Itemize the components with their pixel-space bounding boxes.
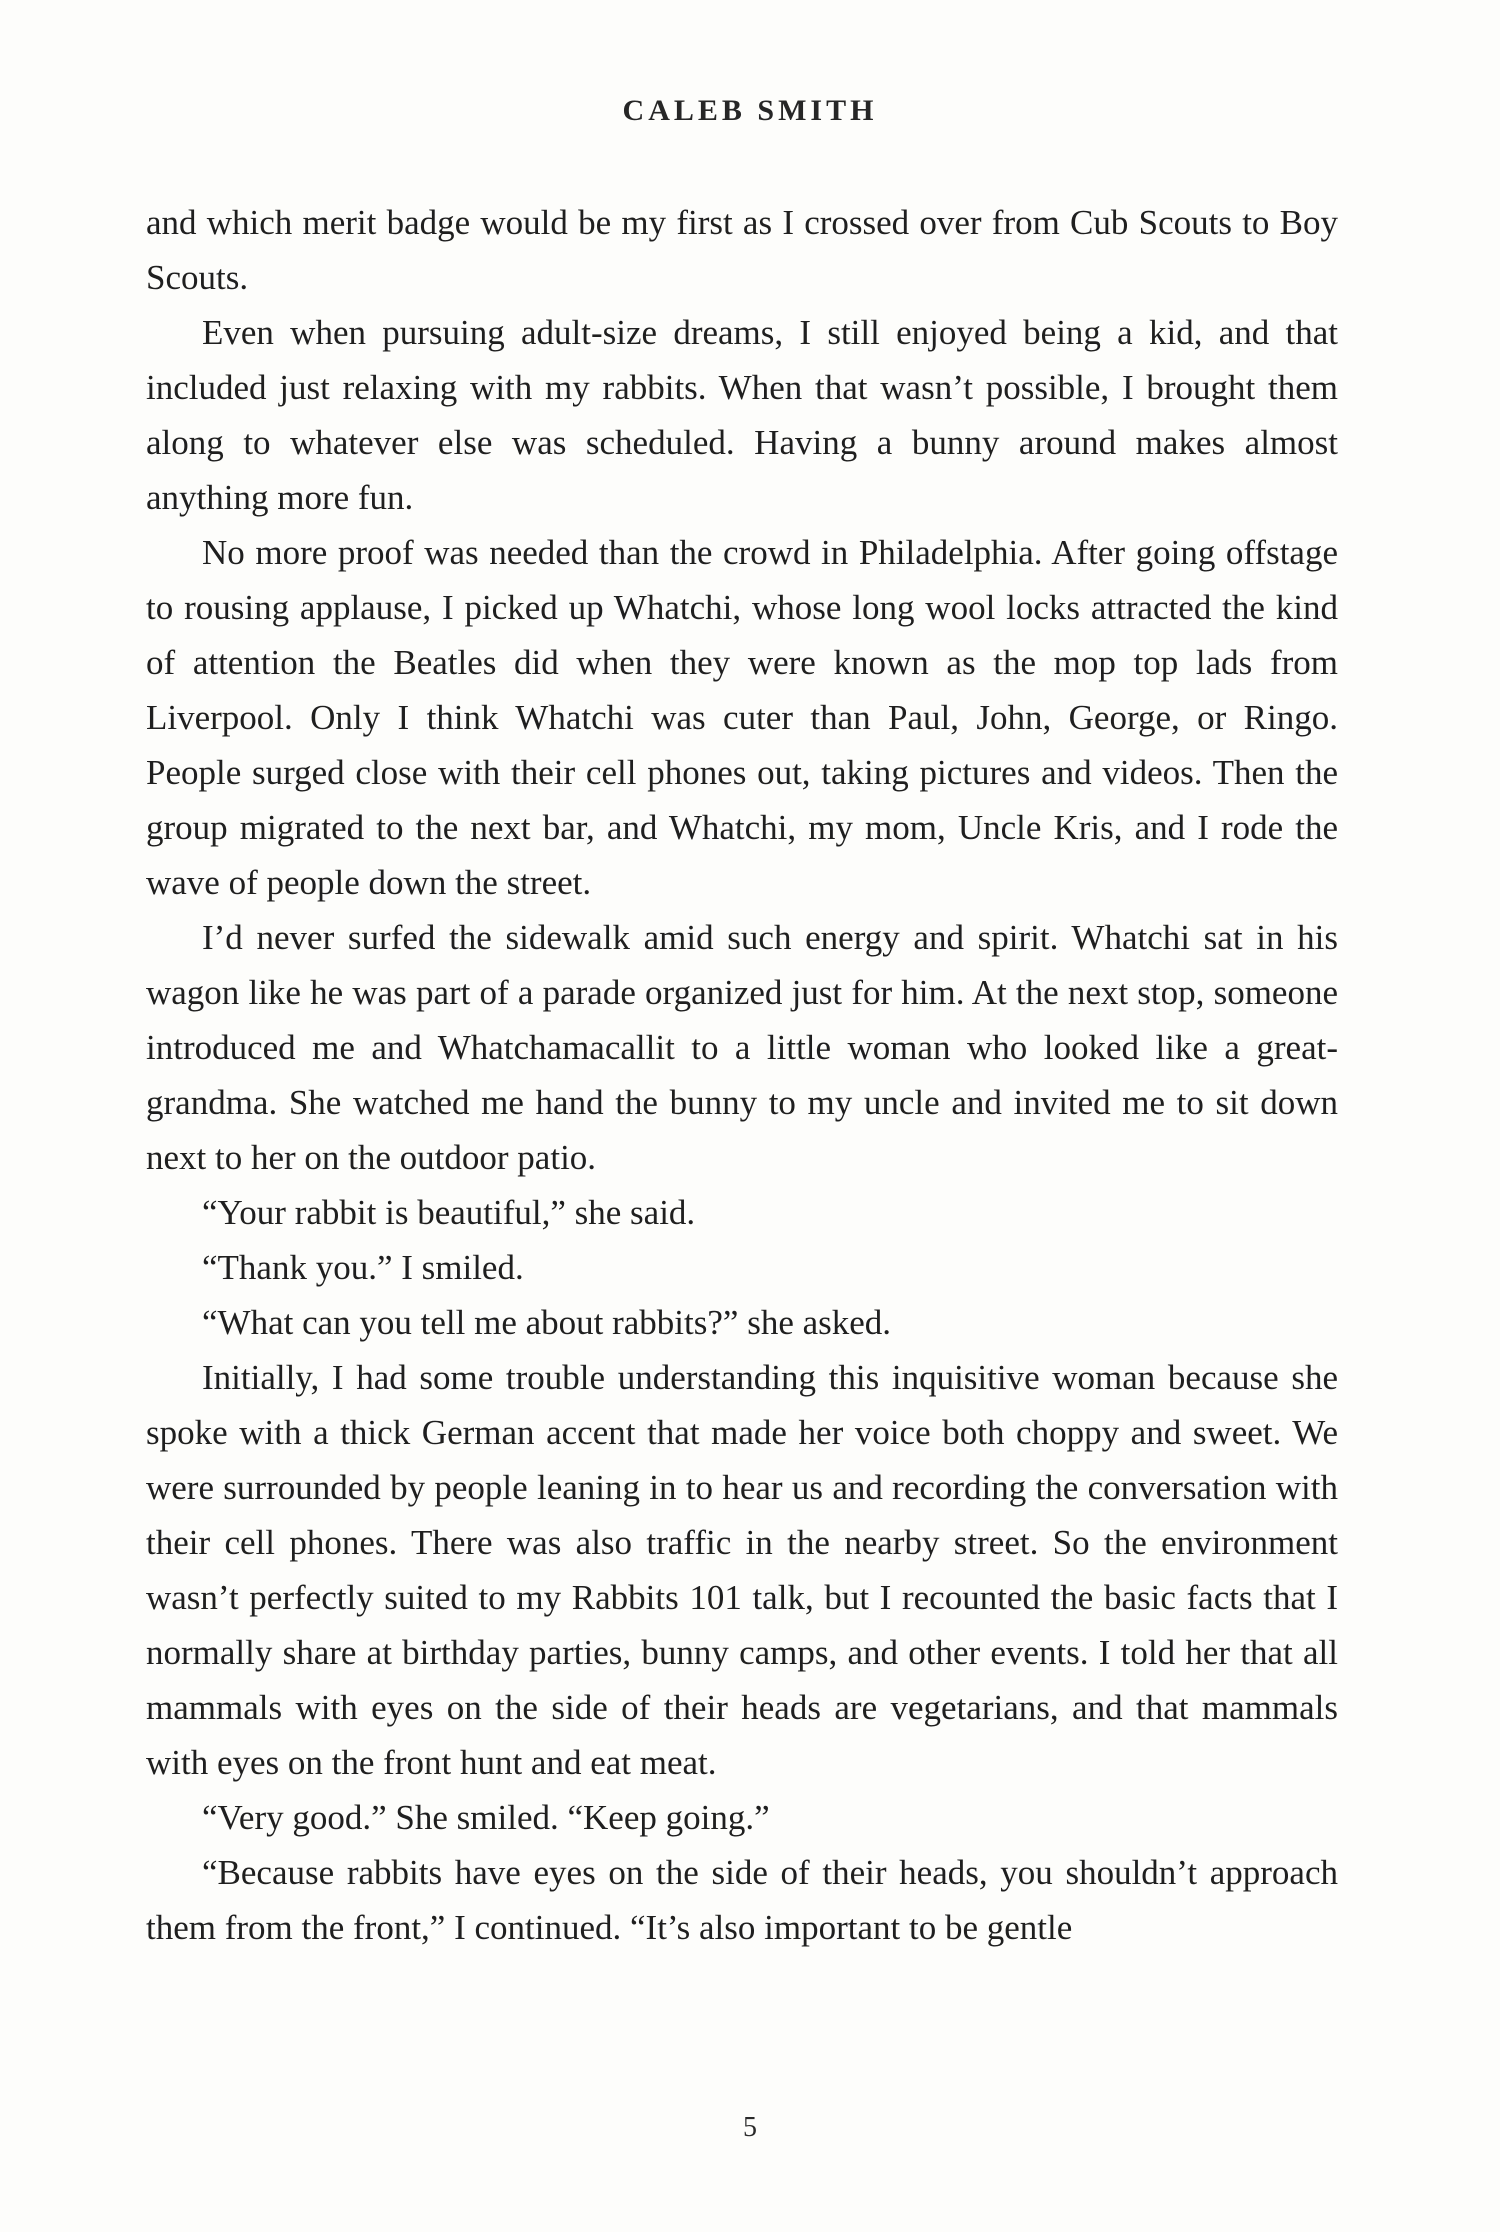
paragraph: “Your rabbit is beautiful,” she said. <box>202 1193 696 1232</box>
running-head: CALEB SMITH <box>622 94 878 127</box>
page-number: 5 <box>743 2112 757 2143</box>
paragraph: “Very good.” She smiled. “Keep going.” <box>202 1798 770 1837</box>
body-text <box>146 195 1338 1955</box>
paragraph: “What can you tell me about rabbits?” she asked. <box>202 1303 892 1342</box>
paragraph: I’d never surfed the sidewalk amid such energy and spirit. Whatchi sat in his wagon like he was part of a parade organized just for him. At the next stop, someone introduced me and Whatchamacallit to a little woman who looked like a great-grandma. She watched me hand the bunny to my uncle and invited me to sit down next to her on the outdoor patio. <box>146 918 1338 1177</box>
paragraph: and which merit badge would be my first as I crossed over from Cub Scouts to Boy Scouts. <box>146 203 1338 297</box>
paragraph: Initially, I had some trouble understanding this inquisitive woman because she spoke with a thick German accent that made her voice both choppy and sweet. We were surrounded by people leaning in to hear us and recording the conversation with their cell phones. There was also traffic in the nearby street. So the environment wasn’t perfectly suited to my Rabbits 101 talk, but I recounted the basic facts that I normally share at birthday parties, bunny camps, and other events. I told her that all mammals with eyes on the side of their heads are vegetarians, and that mammals with eyes on the front hunt and eat meat. <box>146 1358 1338 1782</box>
paragraph: “Because rabbits have eyes on the side of their heads, you shouldn’t approach them from the front,” I continued. “It’s also important to be gentle <box>146 1853 1338 1947</box>
paragraph: No more proof was needed than the crowd in Philadelphia. After going offstage to rousing applause, I picked up Whatchi, whose long wool locks attracted the kind of attention the Beatles did when they were known as the mop top lads from Liverpool. Only I think Whatchi was cuter than Paul, John, George, or Ringo. People surged close with their cell phones out, taking pictures and videos. Then the group migrated to the next bar, and Whatchi, my mom, Uncle Kris, and I rode the wave of people down the street. <box>146 533 1338 902</box>
paragraph: “Thank you.” I smiled. <box>202 1248 524 1287</box>
paragraph: Even when pursuing adult-size dreams, I still enjoyed being a kid, and that included just relaxing with my rabbits. When that wasn’t possible, I brought them along to whatever else was scheduled. Having a bunny around makes almost anything more fun. <box>146 313 1338 517</box>
